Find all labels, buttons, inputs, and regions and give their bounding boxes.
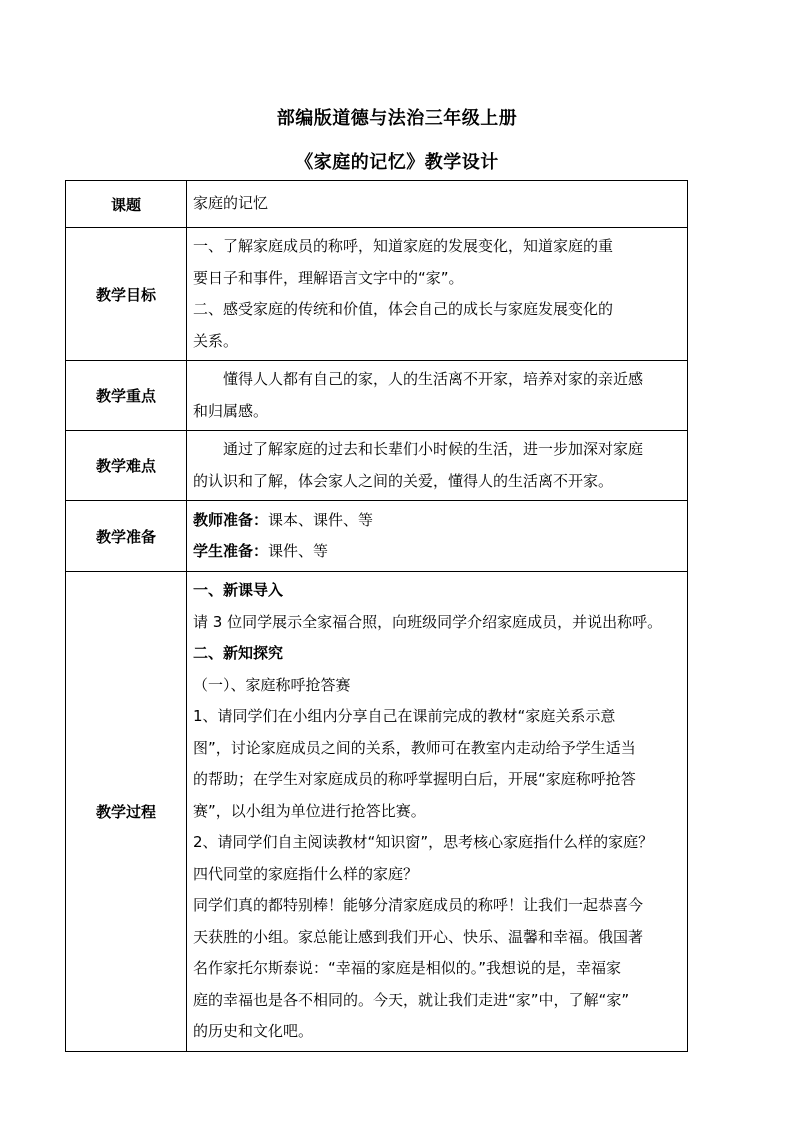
table-row-objectives: [66, 228, 688, 361]
row-label-key-points: 教学重点: [66, 361, 187, 431]
teacher-preparation: [193, 505, 681, 537]
key-point-line: 懂得人人都有自己的家，人的生活离不开家，培养对家的亲近感: [223, 370, 644, 388]
row-content-objectives: [187, 228, 688, 361]
section-heading: 二、新知探究: [193, 644, 284, 662]
process-line: 天获胜的小组。家总能让感到我们开心、快乐、温馨和幸福。俄国著: [193, 927, 644, 946]
process-line: （一）、家庭称呼抢答赛: [193, 675, 351, 694]
process-line: 的帮助；在学生对家庭成员的称呼掌握明白后，开展“家庭称呼抢答: [193, 770, 636, 788]
difficulty-line: 通过了解家庭的过去和长辈们小时候的生活，进一步加深对家庭: [223, 440, 644, 458]
process-line: 的历史和文化吧。: [193, 1022, 314, 1040]
objective-line: 二、感受家庭的传统和价值，体会自己的成长与家庭发展变化的: [193, 300, 614, 318]
process-line: 四代同堂的家庭指什么样的家庭？: [193, 864, 419, 883]
lesson-plan-table: [65, 180, 688, 1052]
teacher-preparation-label: 教师准备：: [193, 510, 269, 529]
table-row-difficulties: [66, 431, 688, 501]
process-line: 图”，讨论家庭成员之间的关系，教师可在教室内走动给予学生适当: [193, 738, 636, 757]
topic-text: 家庭的记忆: [193, 194, 269, 213]
teacher-preparation-text: 课本、课件、等: [268, 510, 374, 529]
process-line: 名作家托尔斯泰说：“幸福的家庭是相似的。”我想说的是，幸福家: [193, 959, 622, 977]
section-heading: 一、新课导入: [193, 581, 284, 599]
student-preparation-label: 学生准备：: [193, 542, 269, 560]
table-row-topic: [66, 181, 688, 228]
process-line: 2、请同学们自主阅读教材“知识窗”，思考核心家庭指什么样的家庭？: [193, 833, 654, 851]
row-label-process: 教学过程: [66, 572, 187, 1052]
row-content-difficulties: [187, 431, 688, 501]
document-title: 部编版道德与法治三年级上册: [276, 108, 518, 129]
difficulty-line: 的认识和了解，体会家人之间的关爱，懂得人的生活离不开家。: [193, 471, 614, 490]
key-point-line: 和归属感。: [193, 401, 269, 420]
table-row-key-points: [66, 361, 688, 431]
table-row-process: [66, 572, 688, 1052]
row-content-key-points: [187, 361, 688, 431]
row-content-topic: [187, 181, 688, 228]
student-preparation-text: 课件、等: [268, 542, 329, 560]
objective-line: 关系。: [193, 331, 239, 350]
objective-line: 一、了解家庭成员的称呼，知道家庭的发展变化，知道家庭的重: [193, 237, 614, 255]
process-line: 赛”，以小组为单位进行抢答比赛。: [193, 801, 426, 820]
row-label-objectives: 教学目标: [66, 228, 187, 361]
row-label-topic: 课题: [66, 181, 187, 228]
process-line: 请 3 位同学展示全家福合照，向班级同学介绍家庭成员，并说出称呼。: [193, 612, 663, 631]
process-line: 庭的幸福也是各不相同的。今天，就让我们走进“家”中，了解“家”: [193, 990, 630, 1009]
process-line: 1、请同学们在小组内分享自己在课前完成的教材“家庭关系示意: [193, 707, 616, 725]
row-content-process: [187, 572, 688, 1052]
document-subtitle: 《家庭的记忆》教学设计: [295, 152, 499, 173]
row-label-preparation: 教学准备: [66, 501, 187, 572]
row-content-preparation: [187, 501, 688, 572]
table-row-preparation: [66, 501, 688, 572]
row-label-difficulties: 教学难点: [66, 431, 187, 501]
objective-line: 要日子和事件，理解语言文字中的“家”。: [193, 268, 464, 287]
process-line: 同学们真的都特别棒！能够分清家庭成员的称呼！让我们一起恭喜今: [193, 896, 644, 914]
student-preparation: [193, 536, 681, 568]
